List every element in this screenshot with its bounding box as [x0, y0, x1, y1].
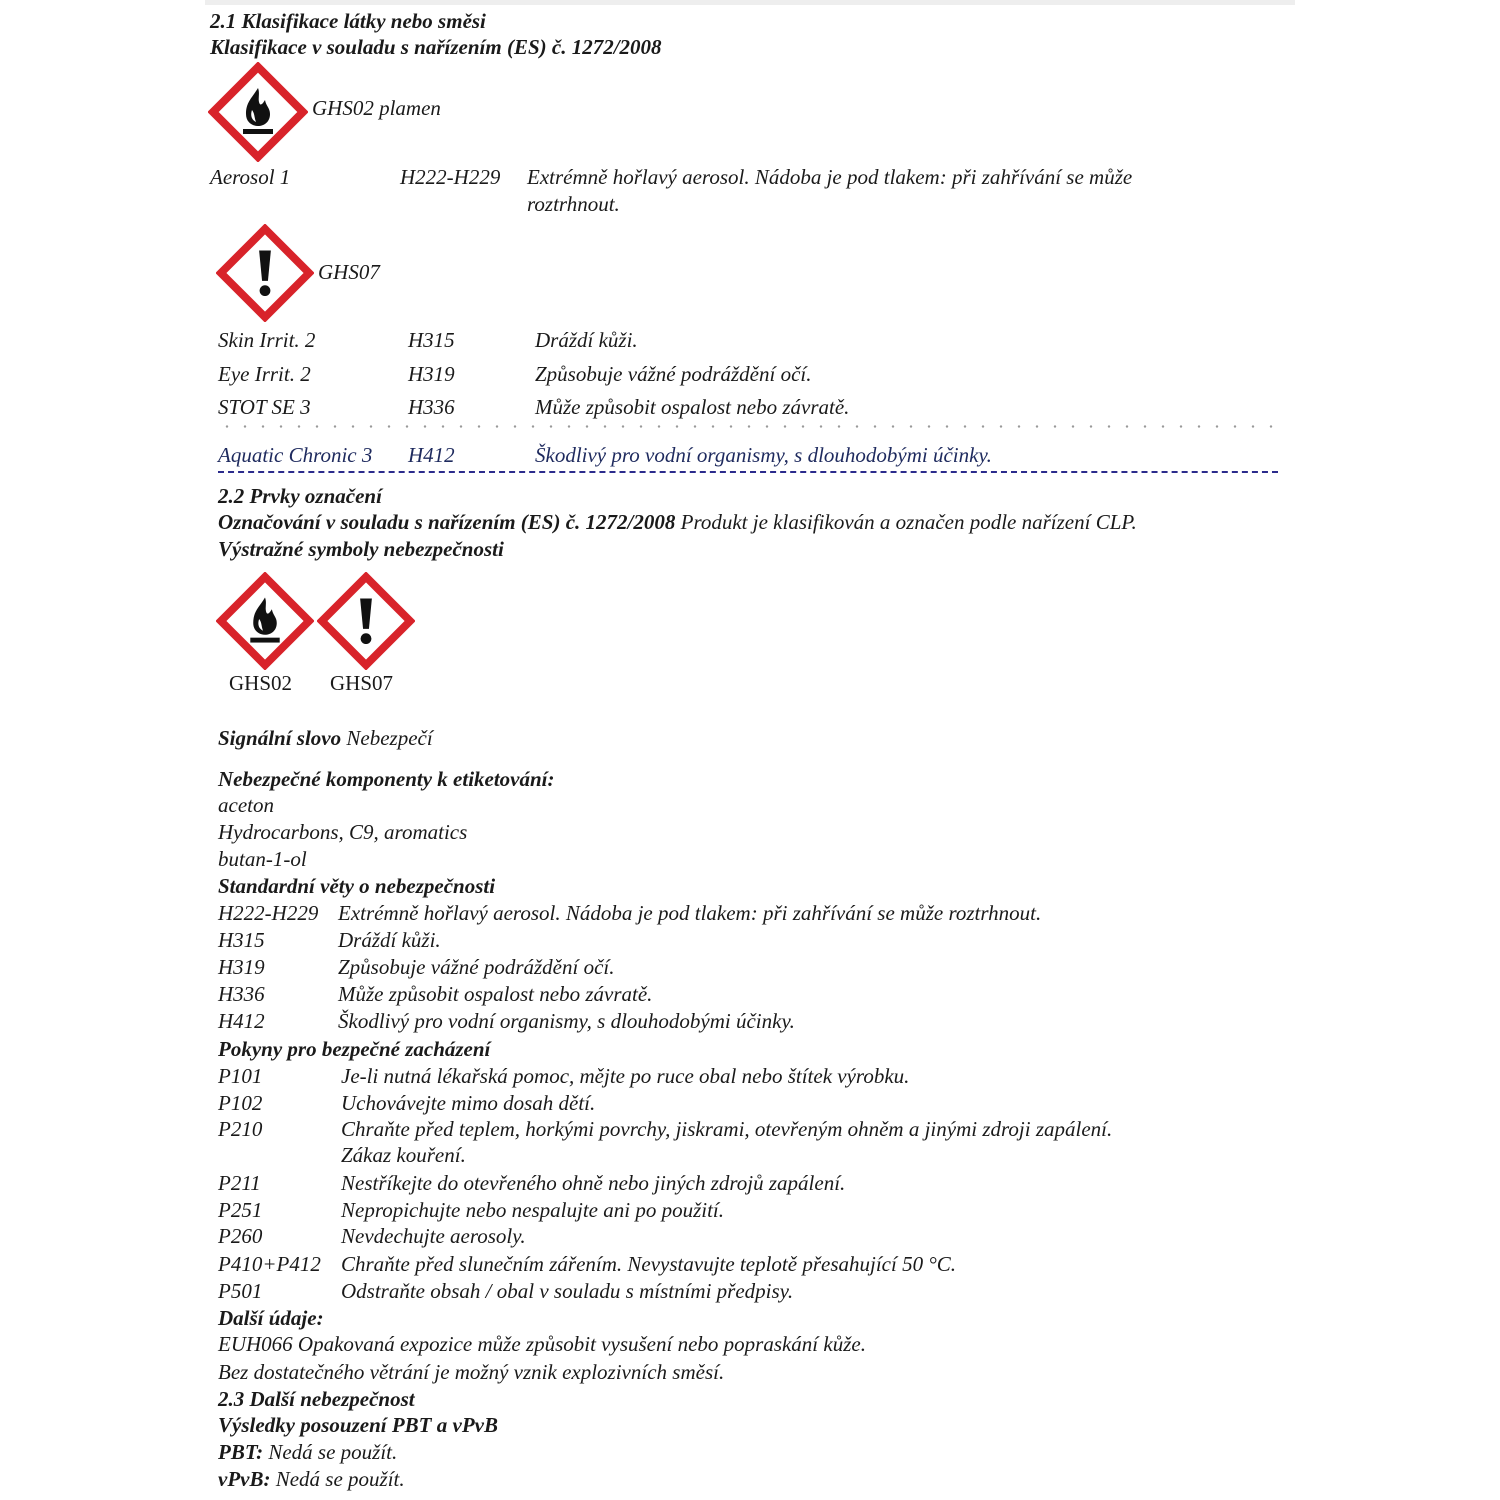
component-item: Hydrocarbons, C9, aromatics — [218, 820, 468, 844]
row-code: H315 — [408, 328, 455, 352]
dotted-separator — [218, 425, 1278, 428]
ghs07-caption: GHS07 — [318, 260, 380, 284]
pictogram-label-ghs07: GHS07 — [330, 671, 394, 695]
signal-word-value: Nebezpečí — [346, 726, 433, 750]
row-code: H336 — [408, 395, 455, 419]
precaution-text: Zákaz kouření. — [341, 1143, 466, 1167]
vpvb-line — [218, 1466, 405, 1492]
section-2-2-title: 2.2 Prvky označení — [218, 484, 382, 508]
aquatic-text: Škodlivý pro vodní organismy, s dlouhodobými účinky. — [535, 443, 992, 467]
precaution-title: Pokyny pro bezpečné zacházení — [218, 1037, 491, 1061]
component-item: aceton — [218, 793, 274, 817]
precaution-code: P210 — [218, 1117, 263, 1141]
precaution-text: Je-li nutná lékařská pomoc, mějte po ruce obal nebo štítek výrobku. — [341, 1064, 910, 1088]
row-class: STOT SE 3 — [218, 395, 311, 419]
aquatic-class: Aquatic Chronic 3 — [218, 443, 373, 467]
labeling-line — [218, 509, 1137, 535]
hazard-code: H336 — [218, 982, 265, 1006]
row-class: Skin Irrit. 2 — [218, 328, 316, 352]
symbols-title: Výstražné symboly nebezpečnosti — [218, 537, 504, 561]
aerosol-text-line1: Extrémně hořlavý aerosol. Nádoba je pod tlakem: při zahřívání se může — [527, 165, 1133, 189]
section-2-1-subtitle: Klasifikace v souladu s nařízením (ES) č. 1272/2008 — [210, 35, 662, 59]
precaution-text: Nestříkejte do otevřeného ohně nebo jiných zdrojů zapálení. — [341, 1171, 846, 1195]
ghs02-flame-icon — [208, 62, 308, 162]
dashed-separator — [218, 471, 1278, 473]
precaution-code: P251 — [218, 1198, 263, 1222]
hazard-code: H222-H229 — [218, 901, 319, 925]
signal-word-line — [218, 725, 433, 751]
hazard-title: Standardní věty o nebezpečnosti — [218, 874, 496, 898]
precaution-code: P410+P412 — [218, 1252, 321, 1276]
pbt-label: PBT: — [218, 1440, 264, 1464]
aerosol-class: Aerosol 1 — [210, 165, 291, 189]
hazard-text: Extrémně hořlavý aerosol. Nádoba je pod tlakem: při zahřívání se může roztrhnout. — [338, 901, 1042, 925]
row-class: Eye Irrit. 2 — [218, 362, 311, 386]
precaution-code: P101 — [218, 1064, 263, 1088]
row-text: Způsobuje vážné podráždění očí. — [535, 362, 812, 386]
pbt-value: Nedá se použít. — [268, 1440, 398, 1464]
ghs02-caption: GHS02 plamen — [312, 96, 441, 120]
top-edge — [205, 0, 1295, 5]
row-text: Dráždí kůži. — [535, 328, 638, 352]
precaution-code: P501 — [218, 1279, 263, 1303]
precaution-text: Nepropichujte nebo nespalujte ani po použití. — [341, 1198, 725, 1222]
precaution-text: Nevdechujte aerosoly. — [341, 1224, 526, 1248]
hazard-text: Způsobuje vážné podráždění očí. — [338, 955, 615, 979]
precaution-text: Chraňte před teplem, horkými povrchy, jiskrami, otevřeným ohněm a jinými zdroji zapálení. — [341, 1117, 1113, 1141]
hazard-code: H319 — [218, 955, 265, 979]
hazard-code: H412 — [218, 1009, 265, 1033]
section-2-3-title: 2.3 Další nebezpečnost — [218, 1387, 415, 1411]
precaution-text: Chraňte před slunečním zářením. Nevystavujte teplotě přesahující 50 °C. — [341, 1252, 956, 1276]
further-info-title: Další údaje: — [218, 1306, 324, 1330]
precaution-text: Odstraňte obsah / obal v souladu s místními předpisy. — [341, 1279, 794, 1303]
vpvb-value: Nedá se použít. — [275, 1467, 405, 1491]
row-code: H319 — [408, 362, 455, 386]
hazard-code: H315 — [218, 928, 265, 952]
hazard-text: Škodlivý pro vodní organismy, s dlouhodobými účinky. — [338, 1009, 795, 1033]
precaution-code: P260 — [218, 1224, 263, 1248]
signal-word-label: Signální slovo — [218, 726, 342, 750]
aerosol-code: H222-H229 — [400, 165, 501, 189]
pictogram-label-ghs02: GHS02 — [229, 671, 293, 695]
ghs07-exclamation-icon — [216, 224, 314, 322]
hazard-text: Může způsobit ospalost nebo závratě. — [338, 982, 653, 1006]
further-info-line: EUH066 Opakovaná expozice může způsobit vysušení nebo popraskání kůže. — [218, 1332, 866, 1356]
components-title: Nebezpečné komponenty k etiketování: — [218, 767, 555, 791]
vpvb-label: vPvB: — [218, 1467, 271, 1491]
section-2-3-subtitle: Výsledky posouzení PBT a vPvB — [218, 1413, 498, 1437]
hazard-text: Dráždí kůži. — [338, 928, 441, 952]
precaution-code: P102 — [218, 1091, 263, 1115]
ghs07-exclamation-icon — [317, 572, 415, 670]
labeling-text: Produkt je klasifikován a označen podle nařízení CLP. — [680, 510, 1137, 534]
further-info-line: Bez dostatečného větrání je možný vznik explozivních směsí. — [218, 1360, 725, 1384]
ghs02-flame-icon — [216, 572, 314, 670]
precaution-text: Uchovávejte mimo dosah dětí. — [341, 1091, 596, 1115]
component-item: butan-1-ol — [218, 847, 307, 871]
aquatic-code: H412 — [408, 443, 455, 467]
section-2-1-title: 2.1 Klasifikace látky nebo směsi — [210, 9, 486, 33]
precaution-code: P211 — [218, 1171, 261, 1195]
aerosol-text-line2: roztrhnout. — [527, 192, 620, 216]
pbt-line — [218, 1439, 397, 1465]
row-text: Může způsobit ospalost nebo závratě. — [535, 395, 850, 419]
labeling-bold: Označování v souladu s nařízením (ES) č. 1272/2008 — [218, 510, 676, 534]
